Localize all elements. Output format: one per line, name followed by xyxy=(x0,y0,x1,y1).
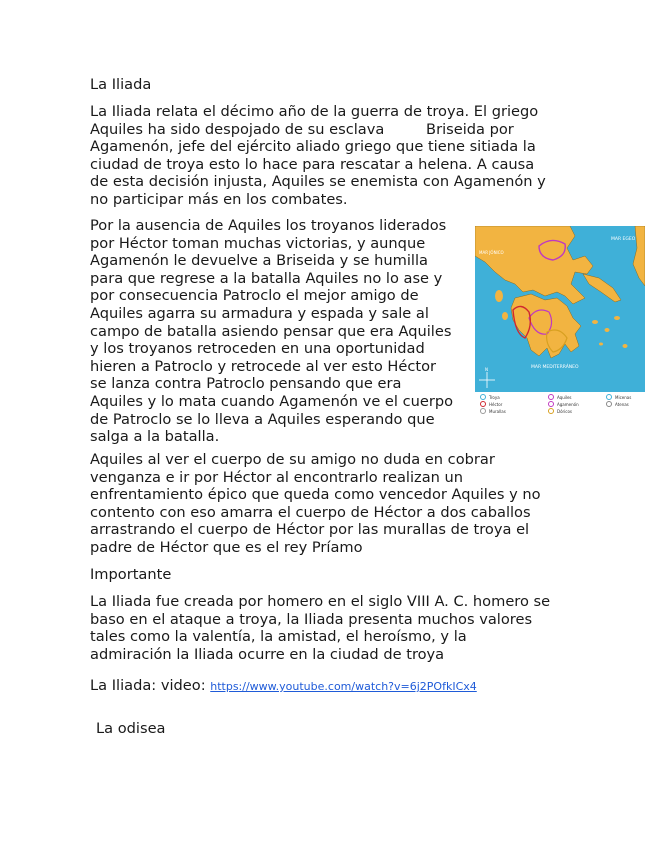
text-line: de Patroclo se lo lleva a Aquiles esperando que xyxy=(90,410,435,428)
video-line xyxy=(90,677,477,696)
map-island xyxy=(623,344,628,348)
text-line: admiración la Iliada ocurre en la ciudad de troya xyxy=(90,645,445,663)
legend-label: Aquiles xyxy=(557,395,572,400)
legend-label: Atenas xyxy=(615,402,629,407)
doc-title: La Iliada xyxy=(90,76,152,93)
map-island xyxy=(502,312,508,320)
text-line: contento con eso amarra el cuerpo de Héctor a dos caballos xyxy=(90,503,531,521)
greece-map-image xyxy=(475,226,645,416)
text-line: La Iliada relata el décimo año de la guerra de troya. El griego xyxy=(90,103,539,120)
text-line: Agamenón le devuelve a Briseida y se humilla xyxy=(90,252,428,270)
odisea-heading: La odisea xyxy=(96,720,166,737)
text-line: para que regrese a la batalla Aquiles no lo ase y xyxy=(90,269,443,287)
map-island xyxy=(605,328,610,332)
map-label-jonico: MAR JÓNICO xyxy=(479,250,504,255)
text-line: salga a la batalla. xyxy=(90,428,220,446)
text-line: ciudad de troya esto lo hace para rescatar a helena. A causa xyxy=(90,155,535,173)
legend-label: Micenas xyxy=(615,395,632,400)
paragraph-intro xyxy=(90,103,546,209)
text-line: Aquiles agarra su armadura y espada y sale al xyxy=(90,304,429,322)
paragraph-patroclo xyxy=(90,217,453,446)
svg-text:N: N xyxy=(485,367,488,372)
legend-label: Héctor xyxy=(489,402,503,407)
video-link[interactable]: https://www.youtube.com/watch?v=6j2POfkICx4 xyxy=(210,680,477,693)
map-island xyxy=(599,343,603,346)
text-line: no participar más en los combates. xyxy=(90,190,348,208)
text-line: arrastrando el cuerpo de Héctor por las murallas de troya el xyxy=(90,521,530,539)
text-line: tales como la valentía, la amistad, el heroísmo, y la xyxy=(90,628,467,646)
text-line: Aquiles al ver el cuerpo de su amigo no duda en cobrar xyxy=(90,451,495,468)
text-line: y los troyanos retroceden en una oportunidad xyxy=(90,340,425,358)
video-label: La Iliada: video: xyxy=(90,677,211,694)
map-island xyxy=(495,290,503,302)
legend-label: Murallas xyxy=(489,409,506,414)
text-line: por consecuencia Patroclo el mejor amigo de xyxy=(90,287,419,305)
map-island xyxy=(592,320,598,324)
map-label-egeo: MAR EGEO xyxy=(611,237,636,242)
text-line: padre de Héctor que es el rey Príamo xyxy=(90,538,363,556)
map-island xyxy=(614,316,620,320)
text-line: La Iliada fue creada por homero en el siglo VIII A. C. homero se xyxy=(90,593,551,610)
text-line: baso en el ataque a troya, la Iliada presenta muchos valores xyxy=(90,610,533,628)
text-line: Agamenón, jefe del ejército aliado griego que tiene sitiada la xyxy=(90,138,536,156)
text-line: por Héctor toman muchas victorias, y aunque xyxy=(90,234,426,252)
paragraph-venganza xyxy=(90,451,541,557)
text-line: de esta decisión injusta, Aquiles se enemista con Agamenón y xyxy=(90,173,546,191)
text-line: Por la ausencia de Aquiles los troyanos liderados xyxy=(90,217,447,234)
legend-label: Troya xyxy=(489,395,500,400)
text-line: venganza e ir por Héctor al encontrarlo realizan un xyxy=(90,468,464,486)
text-line: campo de batalla asiendo pensar que era Aquiles xyxy=(90,322,452,340)
text-line: hieren a Patroclo y retrocede al ver esto Héctor xyxy=(90,357,437,375)
legend-label: Agamenón xyxy=(557,402,579,407)
text-line: Aquiles ha sido despojado de su esclava Briseida por xyxy=(90,120,514,138)
text-line: Aquiles y lo mata cuando Agamenón ve el cuerpo xyxy=(90,392,454,410)
text-line: enfrentamiento épico que queda como vencedor Aquiles y no xyxy=(90,486,541,504)
map-label-mediterraneo: MAR MEDITERRÁNEO xyxy=(531,365,579,370)
importante-heading: Importante xyxy=(90,566,172,583)
legend-label: Dóricos xyxy=(557,409,573,414)
text-line: se lanza contra Patroclo pensando que era xyxy=(90,375,402,393)
paragraph-importante xyxy=(90,593,550,663)
